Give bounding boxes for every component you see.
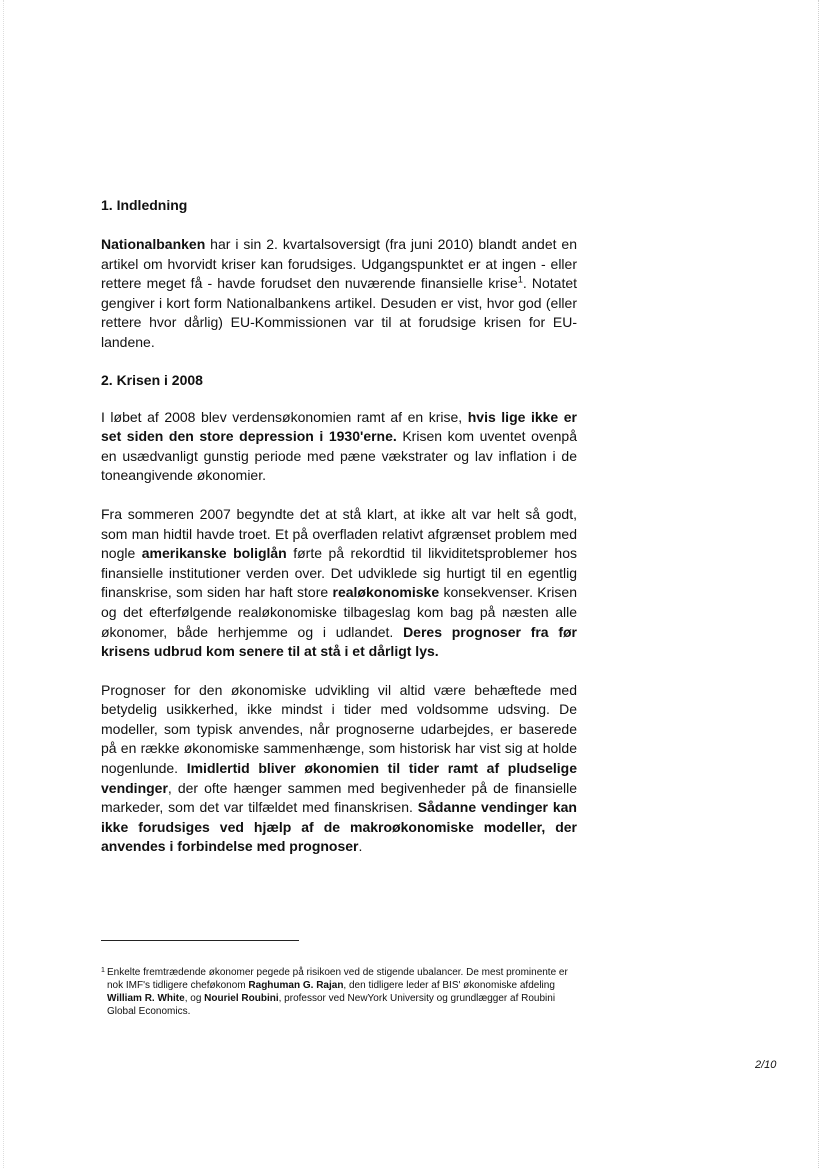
scan-edge-left <box>3 0 4 1168</box>
bold-text: hvis lige ikke er set siden den store depression i 1930'erne. <box>101 408 577 445</box>
section-heading-introduction: 1. Indledning <box>101 197 188 213</box>
bold-text: Nationalbanken <box>101 236 206 252</box>
page-number: 2/10 <box>755 1059 777 1071</box>
paragraph-forecast-uncertainty <box>101 681 577 857</box>
text-run: I løbet af 2008 blev verdensøkonomien ramt af en krise, <box>101 408 468 425</box>
paragraph-crisis-overview <box>101 408 577 486</box>
bold-text: William R. White <box>107 993 185 1004</box>
text-run: Prognoser for den økonomiske udvikling vil altid være behæftede med betydelig usikkerhed, ikke mindst i tider med voldsomme udsving. De modeller, som typisk anvendes, når prognoserne udarbejdes, er baserede på en række økonomiske sammenhænge, som historisk har vist sig at holde nogenlunde. <box>101 681 577 777</box>
text-run: , professor ved NewYork University og grundlægger af Roubini Global Economics. <box>107 993 556 1017</box>
bold-text: Imidlertid bliver økonomien til tider ramt af pludselige vendinger <box>101 760 578 796</box>
bold-text: Deres prognoser fra før krisens udbrud kom senere til at stå i et dårligt lys. <box>101 623 577 660</box>
text-run: , den tidligere leder af BIS' økonomiske afdeling <box>343 980 555 991</box>
bold-text: realøkonomiske <box>332 584 440 601</box>
scan-edge-right <box>818 0 819 1168</box>
bold-text: Sådanne vendinger kan ikke forudsiges ved hjælp af de makroøkonomiske modeller, der anvendes i forbindelse med prognoser <box>101 799 577 855</box>
paragraph-crisis-development <box>101 505 577 662</box>
text-run: , der ofte hænger sammen med begivenheder på de finansielle markeder, som det var tilfældet med finanskrisen. <box>101 779 577 816</box>
text-run: Krisen kom uventet ovenpå en usædvanligt gunstig periode med pæne vækstrater og lav inflation i de toneangivende økonomier. <box>101 428 577 484</box>
section-heading-crisis-2008: 2. Krisen i 2008 <box>101 371 203 388</box>
text-run: har i sin 2. kvartalsoversigt (fra juni 2010) blandt andet en artikel om hvorvidt kriser kan forudsiges. Udgangspunktet er at ingen - eller rettere meget få - havde forudset den nuværende finansielle krise <box>101 236 577 292</box>
footnote-text <box>107 966 581 1018</box>
body-content <box>101 195 577 857</box>
text-run: konsekvenser. Krisen og det efterfølgende realøkonomiske tilbageslag kom bag på næsten alle økonomer, både herhjemme og i udlandet. <box>101 584 577 640</box>
text-run: førte på rekordtid til likviditetsproblemer hos finansielle institutioner verden over. Det udviklede sig hurtigt til en egentlig finanskrise, som siden har haft store <box>101 545 577 601</box>
text-run: . <box>358 838 363 855</box>
bold-text: amerikanske boliglån <box>141 545 287 562</box>
bold-text: Nouriel Roubini <box>204 993 279 1004</box>
bold-text: Raghuman G. Rajan <box>248 980 344 991</box>
text-run: , og <box>184 993 205 1004</box>
footnote-separator <box>101 940 299 941</box>
text-run: . Notatet gengiver i kort form Nationalbankens artikel. Desuden er vist, hvor god (eller rettere hvor dårlig) EU-Kommissionen var til at forudsige krisen for EU-landene. <box>101 275 578 350</box>
paragraph-introduction <box>101 235 577 353</box>
footnote <box>101 966 581 1018</box>
footnote-reference: 1 <box>517 274 523 285</box>
footnote-marker: 1 <box>101 967 105 974</box>
text-run: Fra sommeren 2007 begyndte det at stå klart, at ikke alt var helt så godt, som man hidtil havde troet. Et på overfladen relativt afgrænset problem med nogle <box>101 505 577 562</box>
text-run: Enkelte fremtrædende økonomer pegede på risikoen ved de stigende ubalancer. De mest prominente er nok IMF's tidligere cheføkonom <box>107 967 568 991</box>
